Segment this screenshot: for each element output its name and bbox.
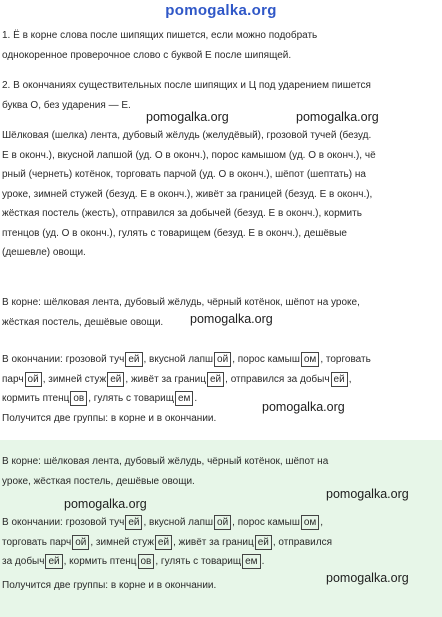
text-line xyxy=(2,350,438,370)
watermark: pomogalka.org xyxy=(262,400,345,414)
text-line: жёсткая постель (жесть), отправился за добычей (безуд. Е в оконч.), кормить xyxy=(2,208,362,219)
site-title[interactable]: pomogalka.org xyxy=(165,2,277,19)
text-line: Шёлковая (шелка) лента, дубовый жёлудь (желудёвый), грозовой тучей (безуд. xyxy=(2,130,372,141)
text-line: (дешевле) овощи. xyxy=(2,247,86,258)
text-line xyxy=(2,389,438,409)
text-fragment: , отправился xyxy=(272,536,333,548)
ending-box: ей xyxy=(107,372,124,387)
text-fragment: , порос камыш xyxy=(232,354,300,365)
text-fragment: , зимней стуж xyxy=(90,536,154,548)
watermark: pomogalka.org xyxy=(326,571,409,585)
text-fragment: , живёт за границ xyxy=(173,536,254,548)
text-fragment: , xyxy=(348,373,352,385)
watermark: pomogalka.org xyxy=(64,497,147,511)
text-fragment: , торговать xyxy=(320,354,371,365)
text-line xyxy=(2,533,438,553)
ending-box: ей xyxy=(125,515,142,530)
text-fragment: , xyxy=(320,517,324,528)
text-fragment: за добыч xyxy=(2,556,45,567)
ending-box: ем xyxy=(175,391,193,406)
root-examples: шёлковая лента, дубовый жёлудь, чёрный котёнок, шёпот на уроке, xyxy=(43,297,360,308)
text-line xyxy=(2,552,438,572)
text-line: рный (чернеть) котёнок, торговать парчой (уд. О в оконч.), шёпот (шептать) на xyxy=(2,169,366,180)
ending-box: ов xyxy=(70,391,87,406)
ending-box: ом xyxy=(301,352,319,367)
text-fragment: кормить птенц xyxy=(2,393,70,404)
text-line: Е в оконч.), вкусной лапшой (уд. О в оконч.), порос камышом (уд. О в оконч.), чё xyxy=(2,149,376,161)
text-fragment: торговать парч xyxy=(2,536,72,548)
ending-box: ов xyxy=(138,554,155,569)
ending-box: ем xyxy=(242,554,260,569)
text-line: 1. Ё в корне слова после шипящих пишется, если можно подобрать xyxy=(2,30,318,41)
summary-line: Получится две группы: в корне и в окончании. xyxy=(2,579,217,591)
text-fragment: В окончании: грозовой туч xyxy=(2,517,125,528)
text-line: буква О, без ударения — Е. xyxy=(2,99,131,111)
ending-box: ей xyxy=(255,535,272,550)
watermark: pomogalka.org xyxy=(296,110,379,124)
ending-box: ом xyxy=(301,515,319,530)
ending-box: ой xyxy=(214,515,231,530)
summary-line: Получится две группы: в корне и в окончании. xyxy=(2,412,217,424)
watermark: pomogalka.org xyxy=(146,110,229,124)
text-fragment: , гулять с товарищ xyxy=(88,393,174,404)
watermark: pomogalka.org xyxy=(326,487,409,501)
text-line: однокоренное проверочное слово с буквой Е после шипящей. xyxy=(2,49,292,61)
text-fragment: , зимней стуж xyxy=(42,373,107,385)
text-fragment: , живёт за границ xyxy=(125,373,206,385)
ending-box: ой xyxy=(214,352,231,367)
text-fragment: , вкусной лапш xyxy=(143,354,214,365)
ending-label: В окончании: xyxy=(2,354,63,365)
watermark: pomogalka.org xyxy=(190,312,273,326)
text-fragment: , отправился за добыч xyxy=(225,373,330,385)
text-fragment: парч xyxy=(2,373,24,385)
text-line: 2. В окончаниях существительных после шипящих и Ц под ударением пишется xyxy=(2,80,371,91)
ending-box: ей xyxy=(125,352,142,367)
text-line: В корне: шёлковая лента, дубовый жёлудь, чёрный котёнок, шёпот на xyxy=(2,456,329,467)
ending-box: ой xyxy=(25,372,42,387)
text-line: уроке, зимней стужей (безуд. Е в оконч.), живёт за границей (безуд. Е в оконч.), xyxy=(2,188,373,200)
text-fragment: . xyxy=(194,393,198,404)
examples-paragraph xyxy=(2,126,438,263)
ending-box: ей xyxy=(45,554,62,569)
group-1-ending xyxy=(2,350,438,428)
root-examples-cont: жёсткая постель, дешёвые овощи. xyxy=(2,316,164,328)
text-fragment: , порос камыш xyxy=(232,517,300,528)
text-fragment: , вкусной лапш xyxy=(143,517,214,528)
rule-1 xyxy=(2,26,438,65)
text-line xyxy=(2,370,438,390)
text-fragment: , гулять с товарищ xyxy=(155,556,242,567)
text-fragment: . xyxy=(261,556,265,567)
group-2-root xyxy=(2,452,438,491)
text-line xyxy=(2,513,438,533)
ending-box: ой xyxy=(72,535,89,550)
text-fragment: , кормить птенц xyxy=(63,556,137,567)
text-line: птенцов (уд. О в оконч.), гулять с товарищем (безуд. Е в оконч.), дешёвые xyxy=(2,227,347,239)
ending-box: ей xyxy=(207,372,224,387)
text-fragment: грозовой туч xyxy=(65,354,125,365)
text-line xyxy=(2,293,438,313)
ending-box: ей xyxy=(155,535,172,550)
text-line: уроке, жёсткая постель, дешёвые овощи. xyxy=(2,475,195,487)
root-label: В корне: xyxy=(2,297,41,308)
ending-box: ей xyxy=(331,372,348,387)
